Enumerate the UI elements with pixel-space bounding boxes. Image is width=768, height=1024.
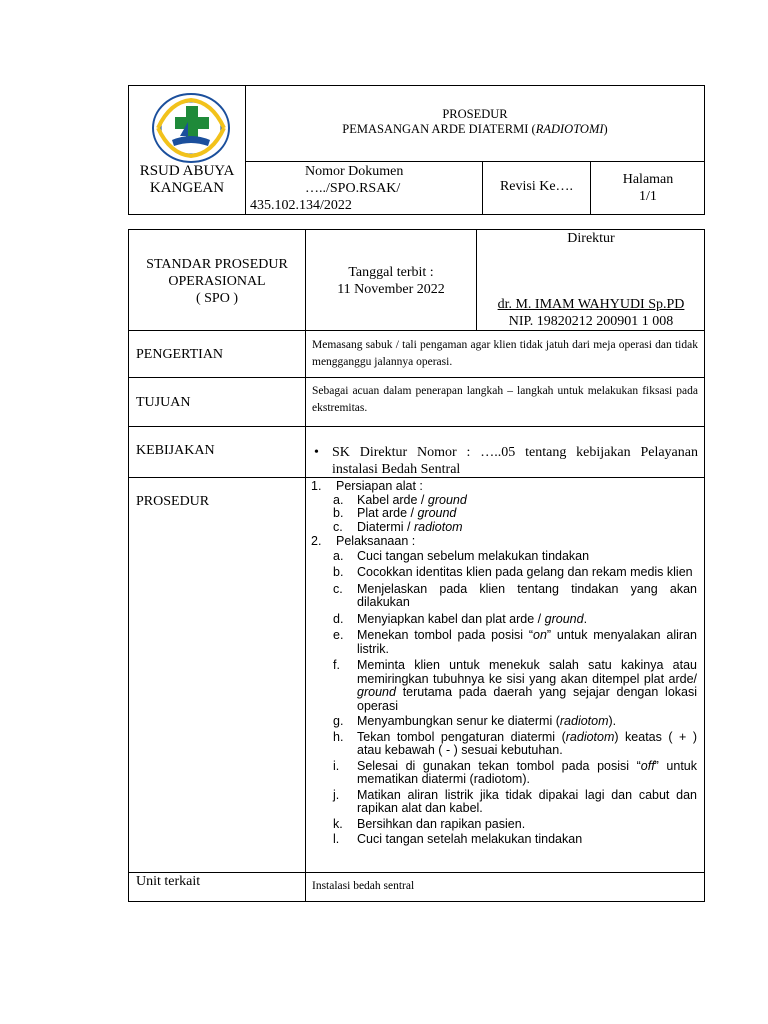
doc-number — [250, 163, 480, 214]
prosedur-list — [311, 480, 697, 847]
list-item: k. Bersihkan dan rapikan pasien. — [333, 816, 526, 831]
tujuan-text: Sebagai acuan dalam penerapan langkah – langkah untuk melakukan fiksasi pada ekstremitas. — [312, 385, 698, 414]
hospital-name — [130, 163, 244, 197]
main-divider — [128, 377, 705, 378]
list-item: f. Meminta klien untuk menekuk salah satu kakinya atau memiringkan tubuhnya ke sisi yang akan ditempel plat arde/ ground terutama pada daerah yang sejajar dengan lokasi operasi — [333, 658, 697, 713]
spo-label-line2: OPERASIONAL — [168, 274, 266, 289]
list-item: g. Menyambungkan senur ke diatermi (radiotom). — [333, 714, 617, 728]
list-item: e. Menekan tombol pada posisi “on” untuk menyalakan aliran listrik. — [333, 628, 697, 656]
title-line1: PROSEDUR — [442, 107, 508, 121]
page-label: Halaman — [622, 172, 674, 187]
list-item: h. Tekan tombol pengaturan diatermi (radiotom) keatas ( + ) atau kebawah ( - ) sesuai kebutuhan. — [333, 729, 697, 757]
main-divider — [128, 872, 705, 873]
issue-date-value: 11 November 2022 — [337, 282, 445, 297]
doc-number-line3: 435.102.134/2022 — [250, 198, 352, 213]
issue-date — [306, 264, 476, 298]
title-line2: PEMASANGAN ARDE DIATERMI (RADIOTOMI) — [342, 122, 608, 136]
hospital-name-line2: KANGEAN — [149, 180, 225, 196]
list-item: a. Kabel arde / ground — [333, 492, 467, 507]
list-item: a. Cuci tangan sebelum melakukan tindakan — [333, 548, 590, 563]
hospital-name-line1: RSUD ABUYA — [139, 163, 235, 179]
unit-label: Unit terkait — [136, 874, 201, 889]
tujuan-label: TUJUAN — [136, 395, 191, 410]
main-divider — [128, 330, 705, 331]
page-info — [591, 171, 705, 205]
list-item: i. Selesai di gunakan tekan tombol pada posisi “off” untuk mematikan diatermi (radiotom). — [333, 758, 697, 786]
list-item: c. Diatermi / radiotom — [333, 519, 463, 534]
spo-label-line1: STANDAR PROSEDUR — [146, 257, 288, 272]
kebijakan-label: KEBIJAKAN — [136, 443, 215, 458]
header-divider — [245, 161, 705, 162]
list-item: 2. Pelaksanaan : — [311, 534, 416, 548]
spo-label-line3: ( SPO ) — [195, 291, 238, 306]
issue-date-label: Tanggal terbit : — [348, 265, 434, 280]
doc-number-label: Nomor Dokumen — [305, 164, 404, 179]
kebijakan-text: SK Direktur Nomor : …..05 tentang kebijakan Pelayanan instalasi Bedah Sentral — [332, 445, 698, 477]
director-title: Direktur — [567, 231, 615, 246]
pengertian-label: PENGERTIAN — [136, 347, 224, 362]
list-item: 1. Persiapan alat : — [311, 479, 423, 493]
spo-label — [129, 256, 305, 307]
list-item: l. Cuci tangan setelah melakukan tindakan — [333, 832, 583, 846]
list-item: b. Plat arde / ground — [333, 506, 457, 520]
pengertian-text: Memasang sabuk / tali pengaman agar klien tidak jatuh dari meja operasi dan tidak mengganggu jalannya operasi. — [312, 339, 698, 368]
director-nip: NIP. 19820212 200901 1 008 — [508, 314, 674, 329]
procedure-title — [246, 107, 704, 137]
prosedur-label: PROSEDUR — [136, 494, 210, 509]
bullet-icon: • — [314, 445, 319, 460]
list-item: j. Matikan aliran listrik jika tidak dipakai lagi dan cabut dan rapikan alat dan kabel. — [333, 787, 697, 815]
header-divider — [245, 85, 246, 215]
hospital-logo — [150, 92, 232, 164]
list-item: b. Cocokkan identitas klien pada gelang dan rekam medis klien — [333, 565, 693, 579]
director-name: dr. M. IMAM WAHYUDI Sp.PD — [497, 297, 685, 312]
doc-number-line2: …../SPO.RSAK/ — [305, 181, 401, 196]
list-item: c. Menjelaskan pada klien tentang tindakan yang akan dilakukan — [333, 581, 697, 609]
list-item: d. Menyiapkan kabel dan plat arde / ground. — [333, 611, 588, 626]
main-divider — [128, 426, 705, 427]
unit-text: Instalasi bedah sentral — [312, 880, 415, 892]
page-value: 1/1 — [639, 189, 657, 204]
revision: Revisi Ke…. — [499, 179, 574, 194]
kebijakan-item — [312, 444, 698, 478]
